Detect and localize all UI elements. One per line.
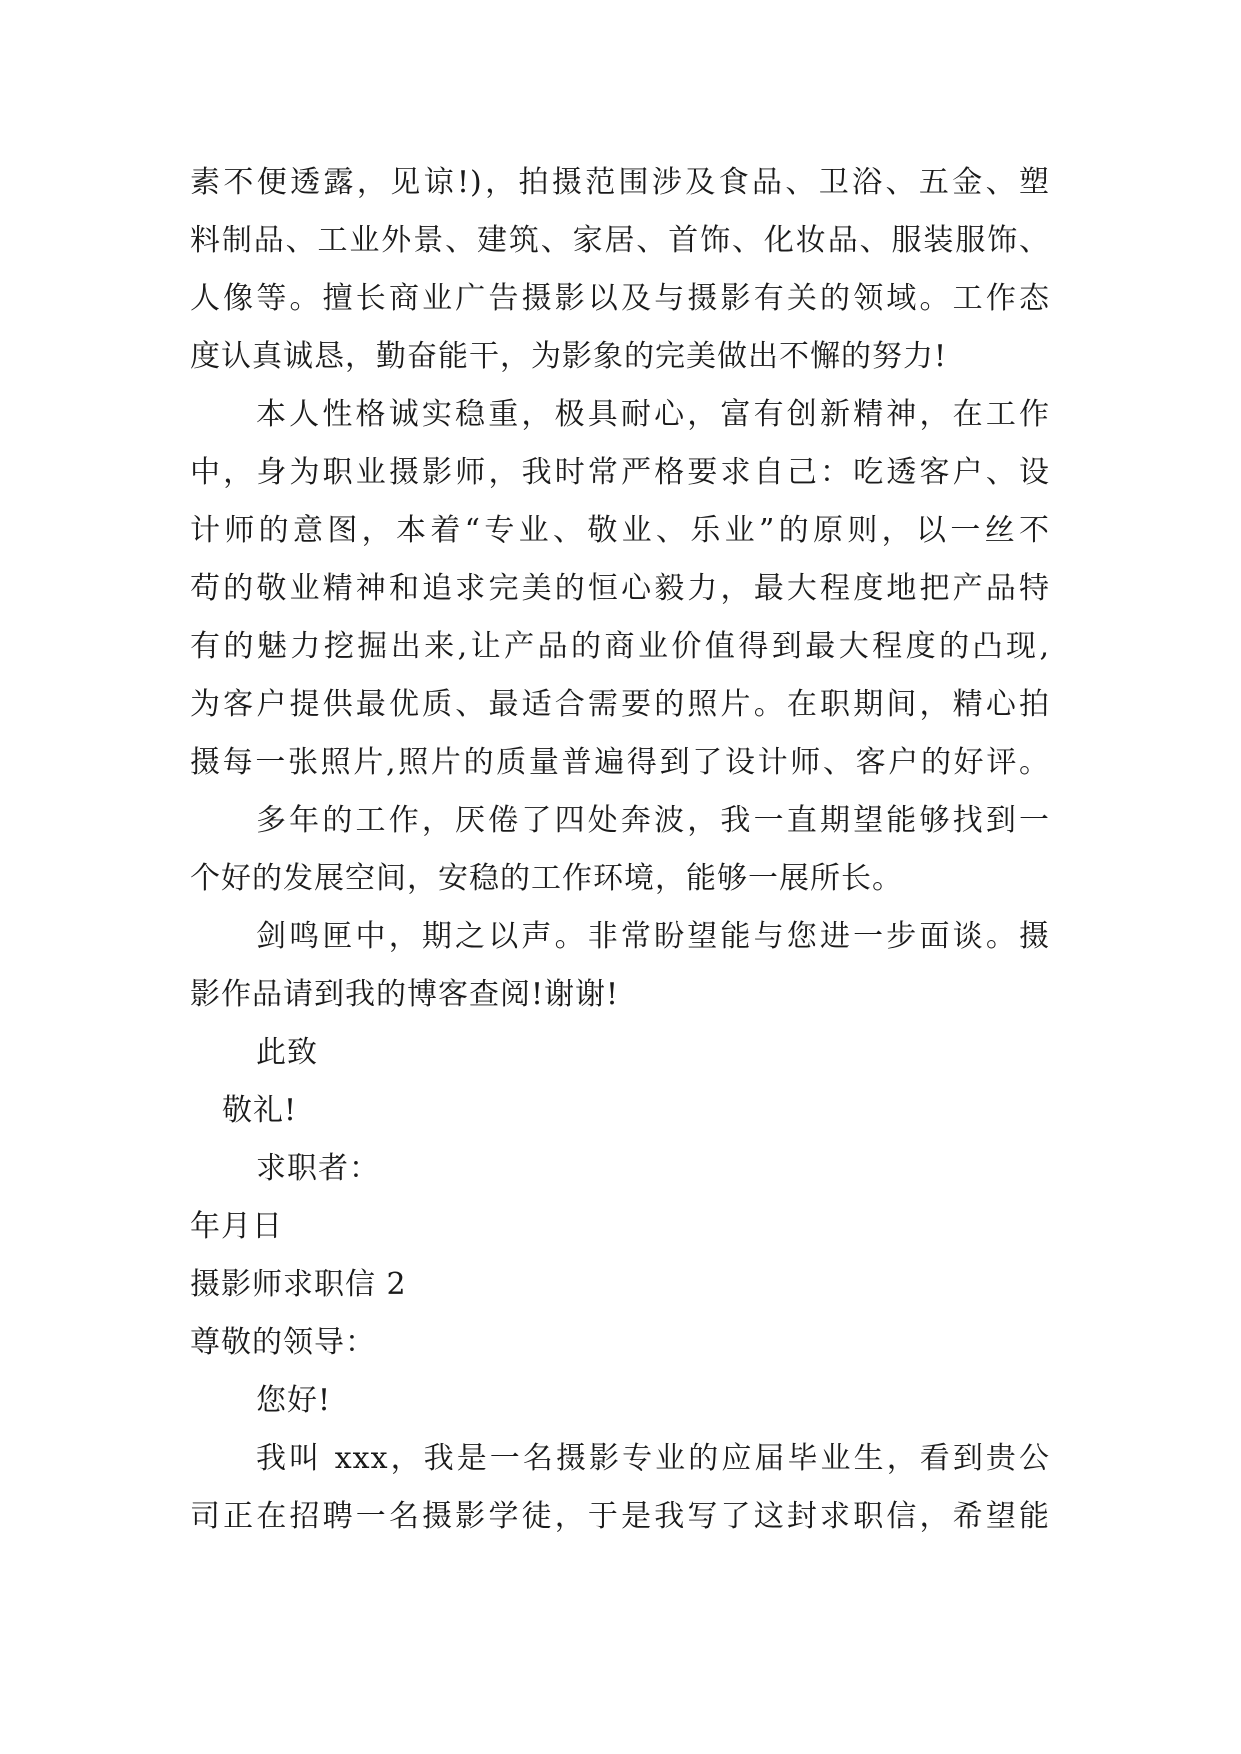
text-line-14: 剑鸣匣中，期之以声。非常盼望能与您进一步面谈。摄: [256, 919, 1050, 954]
text-line-15: 影作品请到我的博客查阅!谢谢!: [190, 977, 620, 1012]
text-line-13: 个好的发展空间，安稳的工作环境，能够一展所长。: [190, 861, 903, 896]
text-line-5: 本人性格诚实稳重，极具耐心，富有创新精神，在工作: [256, 397, 1050, 432]
text-line-6: 中，身为职业摄影师，我时常严格要求自己：吃透客户、设: [190, 455, 1050, 490]
section-title: 摄影师求职信 2: [190, 1267, 407, 1302]
closing-cizhi: 此致: [256, 1035, 318, 1070]
greeting: 您好!: [256, 1383, 332, 1418]
text-line-23: 我叫 xxx，我是一名摄影专业的应届毕业生，看到贵公: [256, 1441, 1050, 1476]
text-line-2: 料制品、工业外景、建筑、家居、首饰、化妆品、服装服饰、: [190, 223, 1050, 258]
text-line-7: 计师的意图，本着“专业、敬业、乐业”的原则，以一丝不: [190, 513, 1050, 548]
text-line-11: 摄每一张照片,照片的质量普遍得到了设计师、客户的好评。: [190, 745, 1050, 780]
text-line-24: 司正在招聘一名摄影学徒，于是我写了这封求职信，希望能: [190, 1499, 1050, 1534]
closing-jingli: 敬礼!: [222, 1093, 298, 1128]
salutation: 尊敬的领导：: [190, 1325, 376, 1360]
date-line: 年月日: [190, 1209, 283, 1244]
text-line-8: 苟的敬业精神和追求完美的恒心毅力，最大程度地把产品特: [190, 571, 1050, 606]
signature-label: 求职者：: [256, 1151, 380, 1186]
text-line-3: 人像等。擅长商业广告摄影以及与摄影有关的领域。工作态: [190, 281, 1050, 316]
text-line-12: 多年的工作，厌倦了四处奔波，我一直期望能够找到一: [256, 803, 1050, 838]
text-line-4: 度认真诚恳，勤奋能干，为影象的完美做出不懈的努力!: [190, 339, 948, 374]
text-line-1: 素不便透露，见谅!)，拍摄范围涉及食品、卫浴、五金、塑: [190, 165, 1050, 200]
text-line-9: 有的魅力挖掘出来,让产品的商业价值得到最大程度的凸现,: [190, 629, 1050, 664]
text-line-10: 为客户提供最优质、最适合需要的照片。在职期间，精心拍: [190, 687, 1050, 722]
